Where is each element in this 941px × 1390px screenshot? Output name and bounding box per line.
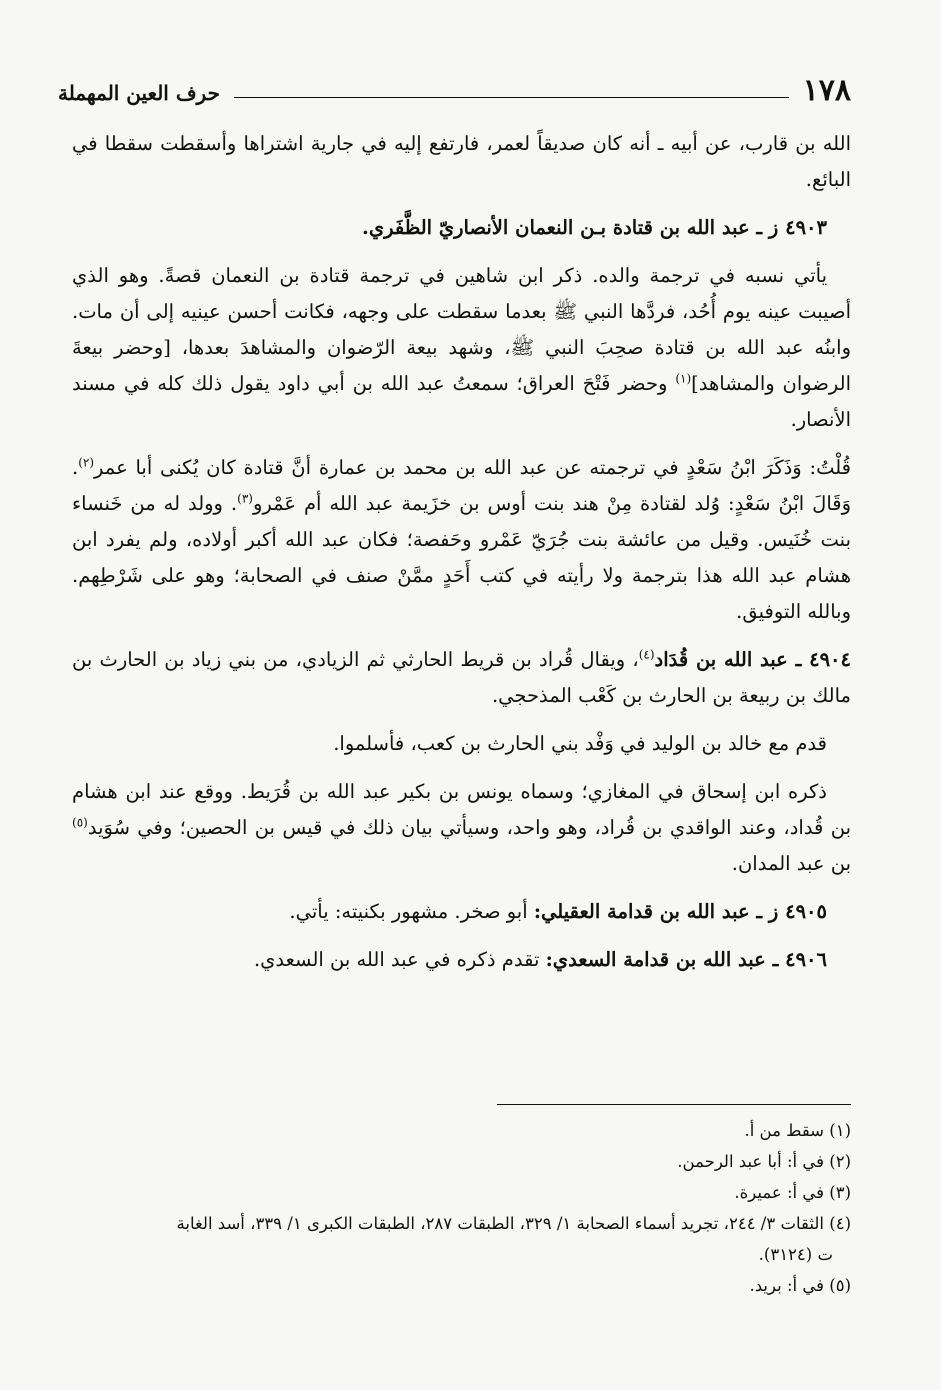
paragraph-text: وحضر فَتْحَ العراق؛ سمعتُ عبد الله بن أبي داود يقول ذلك كله في مسند الأنصار. [72,372,851,431]
entry-title: ٤٩٠٦ ـ عبد الله بن قدامة السعدي: [545,948,827,971]
footnote-1: (١) سقط من أ. [744,1121,851,1140]
entry-title: ٤٩٠٣ ز ـ عبد الله بن قتادة بـن النعمان الأنصاريّ الظَّفَري. [362,216,827,239]
paragraph-text: أبو صخر. مشهور بكنيته: يأتي. [289,900,534,923]
paragraph [72,450,851,630]
entry-title: ٤٩٠٥ ز ـ عبد الله بن قدامة العقيلي: [533,900,827,923]
paragraph-text: قُلْتُ: وَذَكَرَ ابْنُ سَعْدٍ في ترجمته عن عبد الله بن محمد بن عمارة أنَّ قتادة كان يُكنى أبا عمر [94,456,851,479]
paragraph [72,726,851,762]
paragraph-text: الله بن قارب، عن أبيه ـ أنه كان صديقاً لعمر، فارتفع إليه في جارية اشتراها وأسقطت سقطا في البائع. [72,132,851,191]
paragraph-text: . وَقَالَ ابْنُ سَعْدٍ: وُلد لقتادة مِنْ هند بنت أوس بن خزَيمة عبد الله أم عَمْرو [72,456,852,515]
paragraph-text: ذكره ابن إسحاق في المغازي؛ وسماه يونس بن بكير عبد الله بن قُرَيط. ووقع عند ابن هشام بن قُداد، وعند الواقدي بن قُراد، وهو واحد، وسيأتي بيان ذلك في قيس بن الحصين؛ وفي سُوَيد [72,780,851,839]
paragraph-text: قدم مع خالد بن الوليد في وَفْد بني الحارث بن كعب، فأسلموا. [333,732,827,755]
paragraph [72,258,851,438]
paragraph [72,126,851,198]
header-rule [234,97,789,98]
entry-4906 [72,942,851,978]
entry-4904 [72,642,851,714]
page-number: ١٧٨ [802,72,851,108]
footnote-ref[interactable]: (١) [675,371,692,386]
footnote-ref[interactable]: (٥) [72,815,88,830]
running-title: حرف العين المهملة [58,81,220,105]
footnote-2: (٢) في أ: أبا عبد الرحمن. [677,1152,851,1171]
paragraph-text: تقدم ذكره في عبد الله بن السعدي. [253,948,546,971]
paragraph [72,774,851,882]
entry-heading-4903 [72,210,851,246]
footnote-ref[interactable]: (٢) [78,455,95,470]
footnote-5: (٥) في أ: بريد. [749,1276,851,1295]
footnotes [72,1104,851,1301]
paragraph-text: يأتي نسبه في ترجمة والده. ذكر ابن شاهين في ترجمة قتادة بن النعمان قصةً. وهو الذي أصيبت عينه يوم أُحُد، فردَّها النبي ﷺ بعدما سقطت على وجهه، فكانت أحسن عينيه إلى أن مات. وابنُه عبد الله بن قتادة صحِبَ النبي ﷺ، وشهد بيعة الرّضوان والمشاهدَ بعدها، [وحضر بيعةَ الرضوان والمشاهد] [72,264,851,395]
entry-4905 [72,894,851,930]
footnote-ref[interactable]: (٤) [638,647,655,662]
footnote-divider [497,1104,851,1105]
paragraph-text: . وولد له من خَنساء بنت خُنَيس. وقيل من عائشة بنت جُرَيّ عَمْرو وحَفصة؛ فكان عبد الله أكبر أولاده، ولم يفرد ابن هشام عبد الله هذا بترجمة ولا رأيته في كتب أَحَدٍ ممَّنْ صنف في الصحابة؛ وهو على شَرْطِهم. وبالله التوفيق. [72,492,851,623]
footnote-3: (٣) في أ: عميرة. [734,1183,851,1202]
entry-title: ٤٩٠٤ ـ عبد الله بن قُدَاد [654,648,851,671]
footnote-4-continued: ت (٣١٢٤). [758,1245,833,1264]
paragraph-text: ، ويقال قُراد بن قريط الحارثي ثم الزيادي، من بني زياد بن الحارث بن مالك بن ربيعة بن الحارث بن كَعْب المذحجي. [72,648,851,707]
footnote-4: (٤) الثقات ٣/ ٢٤٤، تجريد أسماء الصحابة ١/ ٣٢٩، الطبقات ٢٨٧، الطبقات الكبرى ١/ ٣٣٩، أسد الغابة [176,1214,851,1233]
page-header [58,70,851,110]
footnote-ref[interactable]: (٣) [237,491,253,506]
paragraph-text: بن عبد المدان. [731,852,851,875]
main-text [72,126,851,990]
